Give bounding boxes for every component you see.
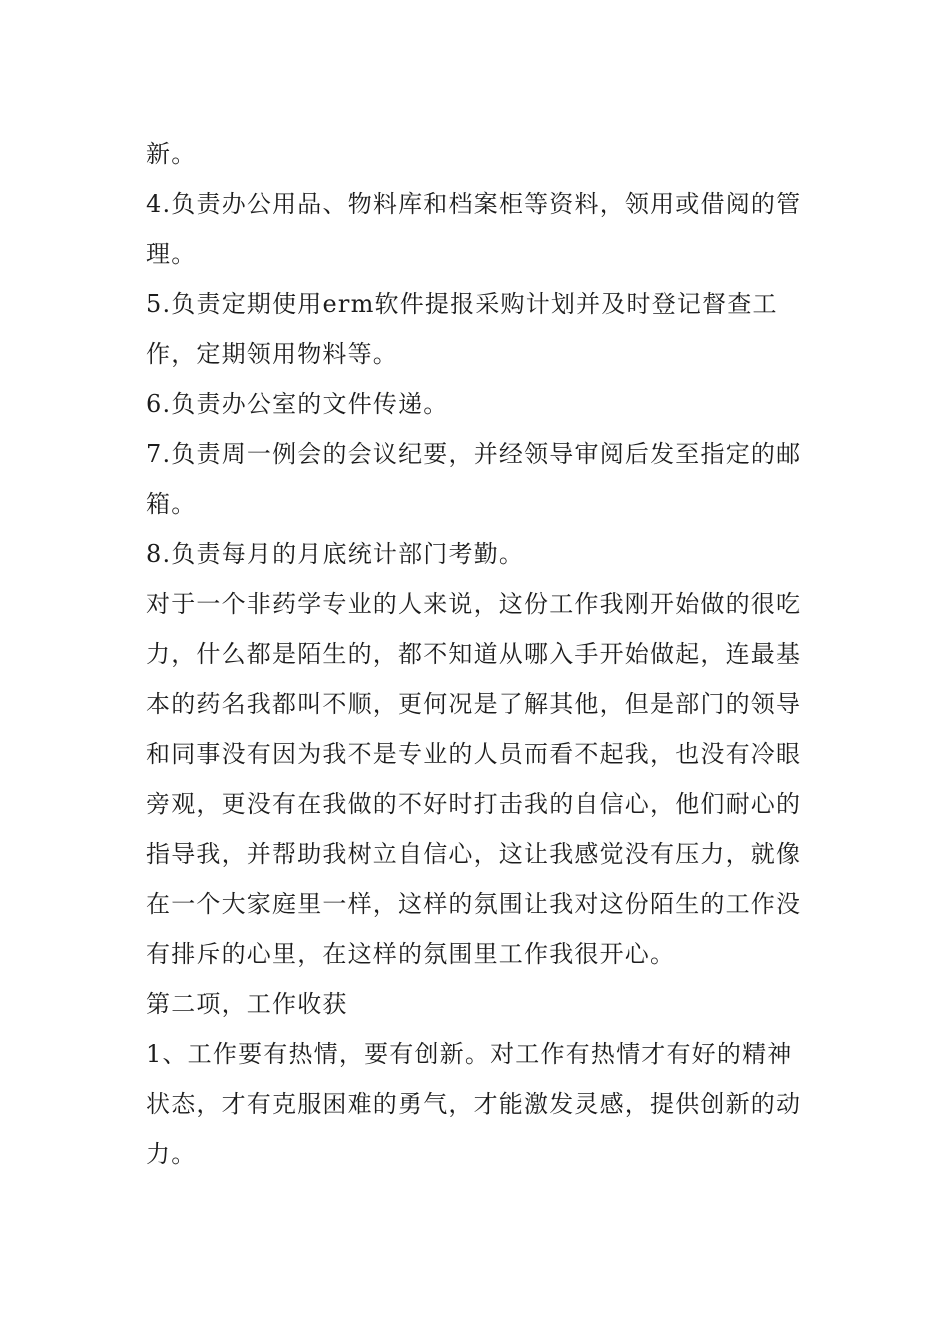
paragraph-item-4: 4.负责办公用品、物料库和档案柜等资料，领用或借阅的管理。 xyxy=(146,190,802,268)
section-heading: 第二项，工作收获 xyxy=(146,990,348,1018)
paragraph-item-5: 5.负责定期使用erm软件提报采购计划并及时登记督查工作，定期领用物料等。 xyxy=(146,290,778,368)
paragraph-item-8: 8.负责每月的月底统计部门考勤。 xyxy=(146,540,525,568)
paragraph-item-7: 7.负责周一例会的会议纪要，并经领导审阅后发至指定的邮箱。 xyxy=(146,440,802,518)
paragraph-reflection: 对于一个非药学专业的人来说，这份工作我刚开始做的很吃力，什么都是陌生的，都不知道从哪入手开始做起，连最基本的药名我都叫不顺，更何况是了解其他，但是部门的领导和同事没有因为我不是专业的人员而看不起我，也没有冷眼旁观，更没有在我做的不好时打击我的自信心，他们耐心的指导我，并帮助我树立自信心，这让我感觉没有压力，就像在一个大家庭里一样，这样的氛围让我对这份陌生的工作没有排斥的心里，在这样的氛围里工作我很开心。 xyxy=(146,590,802,968)
paragraph-item-6: 6.负责办公室的文件传递。 xyxy=(146,390,449,418)
document-body xyxy=(146,129,816,1179)
paragraph-gain-1: 1、工作要有热情，要有创新。对工作有热情才有好的精神状态，才有克服困难的勇气，才能激发灵感，提供创新的动力。 xyxy=(146,1040,802,1168)
paragraph-continuation: 新。 xyxy=(146,140,197,168)
